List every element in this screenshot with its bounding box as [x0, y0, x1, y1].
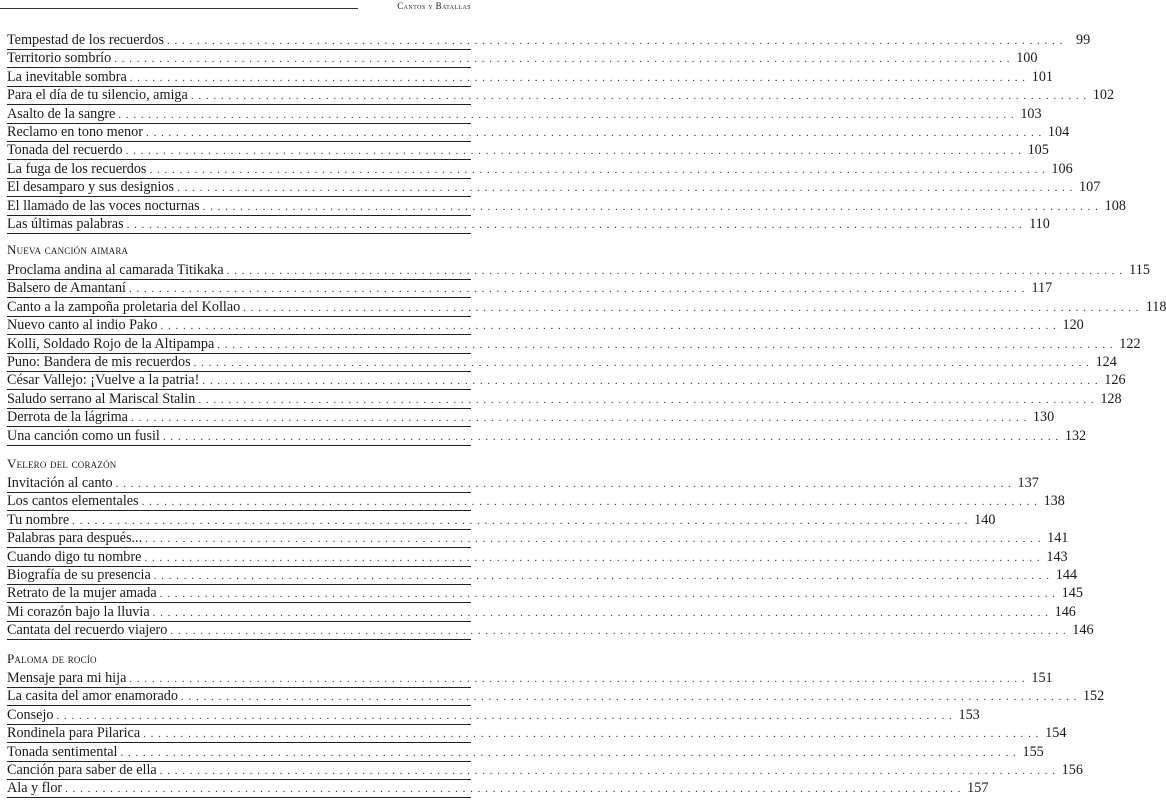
running-header-title: Cantos y Batallas	[397, 1, 471, 11]
toc-entry-title: Biografía de su presencia	[7, 567, 151, 583]
toc-entry-title: Territorio sombrío	[7, 50, 112, 67]
toc-entry-title: Palabras para después...	[7, 530, 143, 547]
toc-entry	[7, 298, 1166, 317]
dot-leader: . . . . . . . . . . . . . . . . . . . . . . . . . . . . . . . . . . . . . . . . . . . . . . . . . . . . . . . . . . . . . . . . . . . . . . . . . . . . . . . . . . . . . . . . . . . . . . . . . . . . . . . . . . . . . . . . . . . . . . . .	[56, 709, 953, 722]
toc-entry	[7, 474, 1039, 493]
toc-entry-title: Consejo	[7, 706, 54, 723]
toc-entry	[7, 669, 1053, 688]
toc-entry-title: La casita del amor enamorado	[7, 688, 178, 705]
toc-entry-title: Tempestad de los recuerdos	[7, 32, 164, 48]
toc-entry	[7, 123, 1070, 142]
toc-entry	[7, 548, 1068, 567]
dot-leader: . . . . . . . . . . . . . . . . . . . . . . . . . . . . . . . . . . . . . . . . . . . . . . . . . . . . . . . . . . . . . . . . . . . . . . . . . . . . . . . . . . . . . . . . . . . . . . . . . . . . . . . . . . . . . . . . . . . . . . . .	[143, 728, 1040, 741]
toc-entry-page-number: 128	[1100, 390, 1122, 407]
toc-entry-page-number: 118	[1145, 298, 1166, 315]
toc-entry	[7, 178, 1101, 197]
toc-entry-page-number: 137	[1017, 475, 1039, 491]
toc-entry-title: Derrota de la lágrima	[7, 409, 128, 426]
toc-entry	[7, 49, 1038, 68]
toc-entry-page-number: 152	[1082, 688, 1105, 705]
dot-leader: . . . . . . . . . . . . . . . . . . . . . . . . . . . . . . . . . . . . . . . . . . . . . . . . . . . . . . . . . . . . . . . . . . . . . . . . . . . . . . . . . . . . . . . . . . . . . . . . . . . . . . . . . . . . . . . . . . . . . . . .	[130, 412, 1028, 425]
toc-entry-page-number: 143	[1046, 548, 1068, 565]
toc-entry-page-number: 151	[1031, 670, 1053, 686]
section-heading: Velero del corazón	[7, 456, 117, 471]
toc-entry-page-number: 110	[1029, 216, 1050, 232]
toc-entry	[7, 215, 1050, 234]
toc-entry-title: Puno: Bandera de mis recuerdos	[7, 354, 191, 370]
toc-entry	[7, 371, 1126, 390]
toc-entry	[7, 408, 1055, 427]
toc-entry	[7, 390, 1122, 409]
toc-entry-title: César Vallejo: ¡Vuelve a la patria!	[7, 372, 200, 389]
dot-leader: . . . . . . . . . . . . . . . . . . . . . . . . . . . . . . . . . . . . . . . . . . . . . . . . . . . . . . . . . . . . . . . . . . . . . . . . . . . . . . . . . . . . . . . . . . . . . . . . . . . . . . . . . . . . . . . . . . . . . . . .	[145, 533, 1042, 546]
toc-entry-page-number: 155	[1022, 743, 1044, 760]
dot-leader: . . . . . . . . . . . . . . . . . . . . . . . . . . . . . . . . . . . . . . . . . . . . . . . . . . . . . . . . . . . . . . . . . . . . . . . . . . . . . . . . . . . . . . . . . . . . . . . . . . . . . . . . . . . . . . . . . . . . . . . .	[162, 430, 1060, 443]
toc-entry	[7, 492, 1065, 511]
toc-entry-page-number: 115	[1129, 262, 1150, 278]
toc-entry-page-number: 106	[1051, 160, 1073, 177]
dot-leader: . . . . . . . . . . . . . . . . . . . . . . . . . . . . . . . . . . . . . . . . . . . . . . . . . . . . . . . . . . . . . . . . . . . . . . . . . . . . . . . . . . . . . . . . . . . . . . . . . . . . . . . . . . . . . . . . . . . . . . . .	[159, 588, 1056, 601]
toc-entry	[7, 31, 1091, 50]
dot-leader: . . . . . . . . . . . . . . . . . . . . . . . . . . . . . . . . . . . . . . . . . . . . . . . . . . . . . . . . . . . . . . . . . . . . . . . . . . . . . . . . . . . . . . . . . . . . . . . . . . . . . . . . . . . . . . . . . . . . . . . .	[141, 496, 1038, 509]
toc-entry-page-number: 140	[974, 511, 996, 528]
toc-entry-page-number: 100	[1016, 50, 1038, 67]
toc-entry-title: La inevitable sombra	[7, 68, 127, 85]
toc-entry-title: Una canción como un fusil	[7, 427, 160, 444]
toc-entry-page-number: 156	[1061, 762, 1083, 778]
toc-entry	[7, 706, 980, 725]
dot-leader: . . . . . . . . . . . . . . . . . . . . . . . . . . . . . . . . . . . . . . . . . . . . . . . . . . . . . . . . . . . . . . . . . . . . . . . . . . . . . . . . . . . . . . . . . . . . . . . . . . . . . . . . . . . . . . . . . . . . . . . .	[125, 145, 1022, 158]
toc-entry-title: Invitación al canto	[7, 475, 113, 491]
toc-entry-title: Nuevo canto al indio Pako	[7, 317, 158, 334]
dot-leader: . . . . . . . . . . . . . . . . . . . . . . . . . . . . . . . . . . . . . . . . . . . . . . . . . . . . . . . . . . . . . . . . . . . . . . . . . . . . . . . . . . . . . . . . . . . . . . . . . . . . . . . . . . . . . . . . . . . . . . . .	[145, 127, 1043, 139]
toc-entry-page-number: 130	[1032, 409, 1055, 426]
toc-entry-page-number: 104	[1047, 124, 1070, 140]
section-heading: Paloma de rocío	[7, 651, 97, 666]
toc-entry-page-number: 124	[1095, 354, 1117, 370]
toc-entry	[7, 261, 1150, 280]
dot-leader: . . . . . . . . . . . . . . . . . . . . . . . . . . . . . . . . . . . . . . . . . . . . . . . . . . . . . . . . . . . . . . . . . . . . . . . . . . . . . . . . . . . . . . . . . . . . . . . . . . . . . . . . . . . . . . . . . . . . . . . .	[226, 265, 1123, 277]
toc-entry	[7, 316, 1084, 335]
dot-leader: . . . . . . . . . . . . . . . . . . . . . . . . . . . . . . . . . . . . . . . . . . . . . . . . . . . . . . . . . . . . . . . . . . . . . . . . . . . . . . . . . . . . . . . . . . . . . . . . . . . . . . . . . . . . . . . . . . . . . . . .	[190, 90, 1088, 103]
toc-entry	[7, 197, 1126, 216]
toc-entry-title: Ala y flor	[7, 780, 63, 797]
toc-entry-title: Canto a la zampoña proletaria del Kollao	[7, 298, 241, 315]
toc-entry-page-number: 126	[1104, 372, 1126, 389]
dot-leader: . . . . . . . . . . . . . . . . . . . . . . . . . . . . . . . . . . . . . . . . . . . . . . . . . . . . . . . . . . . . . . . . . . . . . . . . . . . . . . . . . . . . . . . . . . . . . . . . . . . . . . . . . . . . . . . . . . . . . . . .	[120, 746, 1017, 759]
toc-entry-page-number: 153	[958, 706, 980, 723]
toc-entry-page-number: 122	[1119, 335, 1141, 352]
toc-entry-page-number: 141	[1047, 530, 1069, 547]
toc-entry-page-number: 102	[1092, 87, 1115, 104]
toc-entry-title: Rondinela para Pilarica	[7, 725, 141, 742]
toc-entry	[7, 353, 1117, 372]
dot-leader: . . . . . . . . . . . . . . . . . . . . . . . . . . . . . . . . . . . . . . . . . . . . . . . . . . . . . . . . . . . . . . . . . . . . . . . . . . . . . . . . . . . . . . . . . . . . . . . . . . . . . . . . . . . . . . . . . . . . . . . .	[129, 71, 1027, 84]
toc-entry-page-number: 108	[1104, 197, 1126, 214]
toc-entry-page-number: 146	[1054, 603, 1076, 620]
toc-entry-title: Kolli, Soldado Rojo de la Altipampa	[7, 335, 215, 352]
toc-entry-title: Reclamo en tono menor	[7, 124, 143, 140]
toc-entry	[7, 335, 1141, 354]
dot-leader: . . . . . . . . . . . . . . . . . . . . . . . . . . . . . . . . . . . . . . . . . . . . . . . . . . . . . . . . . . . . . . . . . . . . . . . . . . . . . . . . . . . . . . . . . . . . . . . . . . . . . . . . . . . . . . . . . . . . . . . .	[149, 163, 1046, 176]
toc-entry-page-number: 144	[1055, 567, 1078, 583]
dot-leader: . . . . . . . . . . . . . . . . . . . . . . . . . . . . . . . . . . . . . . . . . . . . . . . . . . . . . . . . . . . . . . . . . . . . . . . . . . . . . . . . . . . . . . . . . . . . . . . . . . . . . . . . . . . . . . . . . . . . . . . .	[170, 625, 1067, 638]
dot-leader: . . . . . . . . . . . . . . . . . . . . . . . . . . . . . . . . . . . . . . . . . . . . . . . . . . . . . . . . . . . . . . . . . . . . . . . . . . . . . . . . . . . . . . . . . . . . . . . . . . . . . . . . . . . . . . . . . . . . . . . .	[153, 570, 1051, 582]
dot-leader: . . . . . . . . . . . . . . . . . . . . . . . . . . . . . . . . . . . . . . . . . . . . . . . . . . . . . . . . . . . . . . . . . . . . . . . . . . . . . . . . . . . . . . . . . . . . . . . . . . . . . . . . . . . . . . . . . . . . . . . .	[193, 357, 1090, 369]
toc-entry	[7, 511, 996, 530]
toc-entry	[7, 141, 1049, 160]
toc-entry-title: Tonada sentimental	[7, 743, 118, 760]
toc-entry	[7, 724, 1067, 743]
toc-entry-title: La fuga de los recuerdos	[7, 160, 147, 177]
dot-leader: . . . . . . . . . . . . . . . . . . . . . . . . . . . . . . . . . . . . . . . . . . . . . . . . . . . . . . . . . . . . . . . . . . . . . . . . . . . . . . . . . . . . . . . . . . . . . . . . . . . . . . . . . . . . . . . . . . . . . . . .	[217, 338, 1114, 351]
dot-leader: . . . . . . . . . . . . . . . . . . . . . . . . . . . . . . . . . . . . . . . . . . . . . . . . . . . . . . . . . . . . . . . . . . . . . . . . . . . . . . . . . . . . . . . . . . . . . . . . . . . . . . . . . . . . . . . . . . . . . . . .	[126, 219, 1023, 231]
toc-entry	[7, 160, 1073, 179]
toc-entry	[7, 621, 1094, 640]
toc-entry-title: Retrato de la mujer amada	[7, 585, 157, 602]
dot-leader: . . . . . . . . . . . . . . . . . . . . . . . . . . . . . . . . . . . . . . . . . . . . . . . . . . . . . . . . . . . . . . . . . . . . . . . . . . . . . . . . . . . . . . . . . . . . . . . . . . . . . . . . . . . . . . . . . . . . . . . .	[243, 301, 1140, 314]
toc-entry-page-number: 146	[1072, 622, 1094, 639]
toc-entry-title: El desamparo y sus designios	[7, 179, 175, 196]
toc-entry	[7, 761, 1083, 780]
toc-entry	[7, 279, 1053, 298]
header-rule	[0, 8, 358, 9]
toc-entry-title: Los cantos elementales	[7, 493, 139, 510]
toc-entry-title: Asalto de la sangre	[7, 105, 116, 122]
dot-leader: . . . . . . . . . . . . . . . . . . . . . . . . . . . . . . . . . . . . . . . . . . . . . . . . . . . . . . . . . . . . . . . . . . . . . . . . . . . . . . . . . . . . . . . . . . . . . . . . . . . . . . . . . . . . . . . . . . . . . . . .	[144, 551, 1041, 564]
dot-leader: . . . . . . . . . . . . . . . . . . . . . . . . . . . . . . . . . . . . . . . . . . . . . . . . . . . . . . . . . . . . . . . . . . . . . . . . . . . . . . . . . . . . . . . . . . . . . . . . . . . . . . . . . . . . . . . . . . . . . . . .	[159, 765, 1056, 777]
toc-entry-page-number: 103	[1020, 105, 1042, 122]
toc-entry-page-number: 105	[1027, 142, 1049, 159]
toc-entry-page-number: 120	[1062, 317, 1084, 334]
toc-entry-title: Para el día de tu silencio, amiga	[7, 87, 188, 104]
toc-entry	[7, 86, 1115, 105]
toc-entry	[7, 687, 1105, 706]
dot-leader: . . . . . . . . . . . . . . . . . . . . . . . . . . . . . . . . . . . . . . . . . . . . . . . . . . . . . . . . . . . . . . . . . . . . . . . . . . . . . . . . . . . . . . . . . . . . . . . . . . . . . . . . . . . . . . . . . . . . . . . .	[129, 283, 1026, 296]
toc-entry-page-number: 138	[1043, 493, 1065, 510]
toc-entry	[7, 743, 1044, 762]
toc-entry-title: Proclama andina al camarada Titikaka	[7, 262, 224, 278]
dot-leader: . . . . . . . . . . . . . . . . . . . . . . . . . . . . . . . . . . . . . . . . . . . . . . . . . . . . . . . . . . . . . . . . . . . . . . . . . . . . . . . . . . . . . . . . . . . . . . . . . . . . . . . . . . . . . . . . . . . . . . . .	[166, 35, 1064, 47]
toc-entry-page-number: 145	[1061, 585, 1083, 602]
running-header	[0, 0, 479, 14]
toc-entry-title: Saludo serrano al Mariscal Stalin	[7, 390, 196, 407]
dot-leader: . . . . . . . . . . . . . . . . . . . . . . . . . . . . . . . . . . . . . . . . . . . . . . . . . . . . . . . . . . . . . . . . . . . . . . . . . . . . . . . . . . . . . . . . . . . . . . . . . . . . . . . . . . . . . . . . . . . . . . . .	[72, 514, 969, 527]
dot-leader: . . . . . . . . . . . . . . . . . . . . . . . . . . . . . . . . . . . . . . . . . . . . . . . . . . . . . . . . . . . . . . . . . . . . . . . . . . . . . . . . . . . . . . . . . . . . . . . . . . . . . . . . . . . . . . . . . . . . . . . .	[118, 108, 1015, 121]
toc-entry-page-number: 117	[1031, 280, 1053, 297]
toc-entry-title: Mensaje para mi hija	[7, 670, 127, 686]
dot-leader: . . . . . . . . . . . . . . . . . . . . . . . . . . . . . . . . . . . . . . . . . . . . . . . . . . . . . . . . . . . . . . . . . . . . . . . . . . . . . . . . . . . . . . . . . . . . . . . . . . . . . . . . . . . . . . . . . . . . . . . .	[114, 53, 1011, 66]
dot-leader: . . . . . . . . . . . . . . . . . . . . . . . . . . . . . . . . . . . . . . . . . . . . . . . . . . . . . . . . . . . . . . . . . . . . . . . . . . . . . . . . . . . . . . . . . . . . . . . . . . . . . . . . . . . . . . . . . . . . . . . .	[65, 783, 962, 796]
dot-leader: . . . . . . . . . . . . . . . . . . . . . . . . . . . . . . . . . . . . . . . . . . . . . . . . . . . . . . . . . . . . . . . . . . . . . . . . . . . . . . . . . . . . . . . . . . . . . . . . . . . . . . . . . . . . . . . . . . . . . . . .	[180, 691, 1078, 704]
toc-entry	[7, 603, 1076, 622]
section-heading: Nueva canción aimara	[7, 242, 129, 257]
dot-leader: . . . . . . . . . . . . . . . . . . . . . . . . . . . . . . . . . . . . . . . . . . . . . . . . . . . . . . . . . . . . . . . . . . . . . . . . . . . . . . . . . . . . . . . . . . . . . . . . . . . . . . . . . . . . . . . . . . . . . . . .	[152, 606, 1049, 619]
toc-entry	[7, 105, 1042, 124]
toc-entry	[7, 779, 989, 798]
toc-entry-page-number: 157	[967, 780, 989, 797]
dot-leader: . . . . . . . . . . . . . . . . . . . . . . . . . . . . . . . . . . . . . . . . . . . . . . . . . . . . . . . . . . . . . . . . . . . . . . . . . . . . . . . . . . . . . . . . . . . . . . . . . . . . . . . . . . . . . . . . . . . . . . . .	[115, 478, 1012, 490]
dot-leader: . . . . . . . . . . . . . . . . . . . . . . . . . . . . . . . . . . . . . . . . . . . . . . . . . . . . . . . . . . . . . . . . . . . . . . . . . . . . . . . . . . . . . . . . . . . . . . . . . . . . . . . . . . . . . . . . . . . . . . . .	[202, 200, 1099, 213]
toc-entry	[7, 68, 1054, 87]
toc-entry-title: Las últimas palabras	[7, 216, 124, 232]
dot-leader: . . . . . . . . . . . . . . . . . . . . . . . . . . . . . . . . . . . . . . . . . . . . . . . . . . . . . . . . . . . . . . . . . . . . . . . . . . . . . . . . . . . . . . . . . . . . . . . . . . . . . . . . . . . . . . . . . . . . . . . .	[198, 393, 1095, 406]
toc-entry-page-number: 132	[1064, 427, 1087, 444]
toc-entry-title: Tonada del recuerdo	[7, 142, 123, 159]
toc-entry-page-number: 107	[1079, 179, 1101, 196]
toc-entry-title: Tu nombre	[7, 511, 70, 528]
toc-entry-title: Cuando digo tu nombre	[7, 548, 142, 565]
dot-leader: . . . . . . . . . . . . . . . . . . . . . . . . . . . . . . . . . . . . . . . . . . . . . . . . . . . . . . . . . . . . . . . . . . . . . . . . . . . . . . . . . . . . . . . . . . . . . . . . . . . . . . . . . . . . . . . . . . . . . . . .	[202, 375, 1099, 388]
toc-entry-title: El llamado de las voces nocturnas	[7, 197, 200, 214]
toc-entry-title: Balsero de Amantaní	[7, 280, 126, 297]
toc-entry	[7, 427, 1087, 446]
toc-entry-page-number: 99	[1076, 32, 1091, 48]
toc-entry	[7, 584, 1083, 603]
dot-leader: . . . . . . . . . . . . . . . . . . . . . . . . . . . . . . . . . . . . . . . . . . . . . . . . . . . . . . . . . . . . . . . . . . . . . . . . . . . . . . . . . . . . . . . . . . . . . . . . . . . . . . . . . . . . . . . . . . . . . . . .	[160, 320, 1057, 333]
toc-entry	[7, 566, 1078, 585]
toc-entry	[7, 529, 1069, 548]
toc-entry-title: Mi corazón bajo la lluvia	[7, 603, 150, 620]
dot-leader: . . . . . . . . . . . . . . . . . . . . . . . . . . . . . . . . . . . . . . . . . . . . . . . . . . . . . . . . . . . . . . . . . . . . . . . . . . . . . . . . . . . . . . . . . . . . . . . . . . . . . . . . . . . . . . . . . . . . . . . .	[129, 673, 1026, 685]
toc-entry-page-number: 154	[1045, 725, 1067, 742]
dot-leader: . . . . . . . . . . . . . . . . . . . . . . . . . . . . . . . . . . . . . . . . . . . . . . . . . . . . . . . . . . . . . . . . . . . . . . . . . . . . . . . . . . . . . . . . . . . . . . . . . . . . . . . . . . . . . . . . . . . . . . . .	[177, 182, 1074, 195]
toc-entry-title: Canción para saber de ella	[7, 762, 157, 778]
toc-entry-title: Cantata del recuerdo viajero	[7, 622, 168, 639]
toc-entry-page-number: 101	[1031, 68, 1054, 85]
